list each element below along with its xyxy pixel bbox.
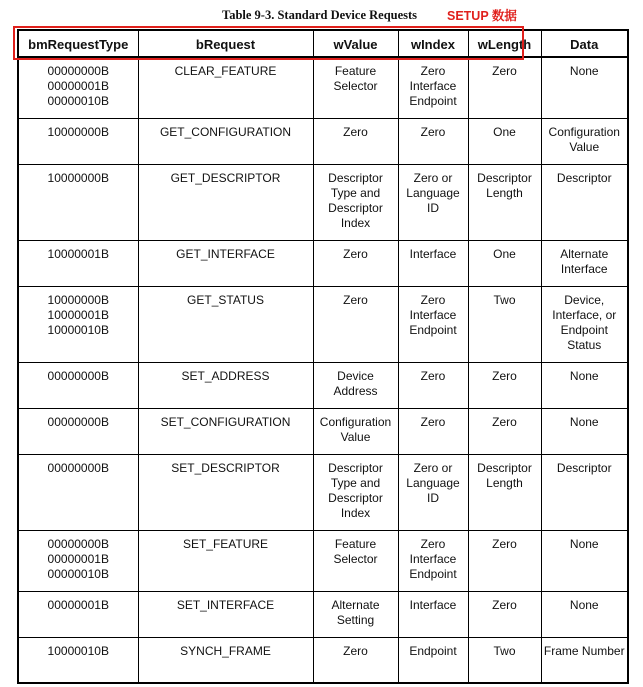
cell-line: 00000001B — [47, 551, 109, 566]
cell-line: Zero — [492, 597, 517, 612]
cell-data — [541, 286, 628, 362]
column-header-wlength: wLength — [468, 30, 541, 57]
cell-line: Device — [337, 368, 374, 383]
cell-line: None — [569, 368, 599, 383]
cell-line: None — [569, 597, 599, 612]
cell-wvalue — [313, 240, 398, 286]
cell-line: Type and — [330, 185, 381, 200]
cell-line: Zero — [420, 292, 446, 307]
cell-bmrequesttype — [18, 118, 138, 164]
cell-line: None — [569, 414, 599, 429]
cell-windex — [398, 530, 468, 591]
cell-line: Selector — [333, 551, 378, 566]
cell-wvalue — [313, 591, 398, 637]
cell-line: Interface — [409, 551, 457, 566]
table-row — [18, 362, 628, 408]
cell-line: Descriptor — [556, 460, 612, 475]
cell-line: GET_STATUS — [187, 292, 264, 307]
cell-data — [541, 637, 628, 683]
cell-line: Descriptor — [477, 460, 532, 475]
cell-bmrequesttype — [18, 240, 138, 286]
cell-line: Length — [486, 185, 523, 200]
cell-line: Zero — [492, 368, 517, 383]
cell-data — [541, 118, 628, 164]
cell-line: Descriptor — [328, 490, 383, 505]
cell-line: Endpoint — [409, 94, 457, 108]
cell-line: Zero — [343, 292, 368, 307]
cell-bmrequesttype — [18, 164, 138, 240]
cell-line: Zero — [343, 124, 368, 139]
cell-windex — [398, 454, 468, 530]
cell-windex — [398, 408, 468, 454]
cell-line: Interface, or — [552, 307, 617, 322]
column-header-windex: wIndex — [398, 30, 468, 57]
cell-wlength — [468, 286, 541, 362]
cell-line: GET_INTERFACE — [176, 246, 275, 261]
column-header-brequest: bRequest — [138, 30, 313, 57]
cell-bmrequesttype — [18, 408, 138, 454]
cell-brequest — [138, 164, 313, 240]
cell-brequest — [138, 408, 313, 454]
cell-line: SET_DESCRIPTOR — [171, 460, 280, 475]
cell-line: One — [493, 246, 516, 261]
cell-line: Zero — [492, 414, 517, 429]
cell-data — [541, 591, 628, 637]
cell-line: 00000000B — [47, 368, 109, 383]
cell-line: Endpoint — [409, 322, 457, 337]
cell-wlength — [468, 118, 541, 164]
cell-wlength — [468, 57, 541, 118]
cell-wlength — [468, 591, 541, 637]
cell-line: Index — [340, 505, 371, 520]
cell-windex — [398, 240, 468, 286]
cell-data — [541, 454, 628, 530]
table-row — [18, 454, 628, 530]
cell-line: Descriptor — [328, 460, 383, 475]
cell-line: Zero — [492, 64, 517, 78]
cell-line: Configuration — [319, 414, 392, 429]
cell-line: Setting — [336, 612, 375, 627]
cell-brequest — [138, 118, 313, 164]
cell-line: Zero — [343, 643, 368, 658]
cell-line: Zero or — [413, 460, 453, 475]
cell-line: Interface — [409, 79, 457, 93]
cell-windex — [398, 57, 468, 118]
table-row — [18, 118, 628, 164]
cell-line: SET_INTERFACE — [176, 597, 275, 612]
cell-line: Alternate — [560, 246, 609, 261]
cell-data — [541, 408, 628, 454]
cell-wvalue — [313, 57, 398, 118]
table-row — [18, 408, 628, 454]
cell-wlength — [468, 240, 541, 286]
cell-line: Address — [333, 383, 378, 398]
cell-line: Descriptor — [556, 170, 612, 185]
cell-line: Interface — [560, 261, 608, 276]
cell-line: Alternate — [331, 597, 380, 612]
column-header-wvalue: wValue — [313, 30, 398, 57]
table-row — [18, 286, 628, 362]
cell-line: Zero or — [413, 170, 453, 185]
cell-line: Endpoint — [409, 566, 457, 581]
cell-windex — [398, 591, 468, 637]
cell-line: Descriptor — [477, 170, 532, 185]
cell-wvalue — [313, 286, 398, 362]
cell-line: Zero — [420, 536, 446, 551]
table-header-row — [18, 30, 628, 57]
cell-bmrequesttype — [18, 591, 138, 637]
setup-data-annotation: SETUP 数据 — [447, 9, 517, 23]
cell-line: Interface — [409, 307, 457, 322]
cell-wvalue — [313, 164, 398, 240]
cell-data — [541, 240, 628, 286]
cell-wvalue — [313, 637, 398, 683]
cell-line: 10000000B — [47, 170, 109, 185]
cell-brequest — [138, 591, 313, 637]
cell-wvalue — [313, 362, 398, 408]
cell-line: 10000001B — [47, 246, 109, 261]
cell-line: Interface — [409, 597, 457, 612]
column-header-bmrequesttype: bmRequestType — [18, 30, 138, 57]
cell-wlength — [468, 530, 541, 591]
cell-data — [541, 362, 628, 408]
cell-line: Descriptor — [328, 200, 383, 215]
cell-line: SET_FEATURE — [182, 536, 269, 551]
cell-line: Value — [340, 429, 371, 444]
standard-device-requests-table — [17, 29, 629, 684]
cell-line: Zero — [420, 414, 446, 429]
cell-line: 00000000B — [47, 536, 109, 551]
cell-line: Device, — [564, 292, 605, 307]
cell-line: None — [569, 536, 599, 551]
table-row — [18, 57, 628, 118]
cell-line: 00000001B — [47, 597, 109, 612]
cell-brequest — [138, 454, 313, 530]
cell-line: Status — [567, 337, 602, 352]
cell-brequest — [138, 362, 313, 408]
table-row — [18, 637, 628, 683]
cell-bmrequesttype — [18, 637, 138, 683]
cell-line: 00000001B — [47, 79, 109, 93]
cell-line: Feature — [334, 64, 377, 78]
cell-line: Interface — [409, 246, 457, 261]
cell-line: ID — [427, 200, 439, 215]
cell-wlength — [468, 164, 541, 240]
cell-wlength — [468, 362, 541, 408]
cell-line: Zero — [343, 246, 368, 261]
cell-windex — [398, 118, 468, 164]
cell-brequest — [138, 240, 313, 286]
cell-line: Two — [493, 643, 516, 658]
cell-line: Endpoint — [409, 643, 457, 658]
cell-bmrequesttype — [18, 286, 138, 362]
column-header-data: Data — [541, 30, 628, 57]
cell-brequest — [138, 286, 313, 362]
table-row — [18, 530, 628, 591]
cell-line: None — [569, 64, 599, 78]
cell-line: Language — [406, 475, 460, 490]
cell-wlength — [468, 454, 541, 530]
cell-brequest — [138, 637, 313, 683]
cell-wvalue — [313, 408, 398, 454]
cell-line: Value — [569, 139, 600, 154]
cell-line: Configuration — [548, 124, 620, 139]
cell-line: GET_DESCRIPTOR — [170, 170, 281, 185]
cell-brequest — [138, 530, 313, 591]
cell-line: ID — [427, 490, 439, 505]
cell-line: Language — [406, 185, 460, 200]
cell-line: Type and — [330, 475, 381, 490]
cell-data — [541, 164, 628, 240]
cell-wvalue — [313, 118, 398, 164]
cell-wvalue — [313, 454, 398, 530]
cell-line: Zero — [420, 124, 446, 139]
cell-wlength — [468, 637, 541, 683]
cell-brequest — [138, 57, 313, 118]
cell-line: 00000000B — [47, 414, 109, 429]
cell-line: 10000010B — [47, 322, 109, 337]
cell-line: 00000000B — [47, 460, 109, 475]
cell-bmrequesttype — [18, 57, 138, 118]
table-row — [18, 591, 628, 637]
cell-line: Zero — [492, 536, 517, 551]
cell-line: SYNCH_FRAME — [180, 643, 271, 658]
cell-line: 00000010B — [47, 94, 109, 108]
cell-line: Length — [486, 475, 523, 490]
cell-line: Zero — [420, 64, 446, 78]
cell-line: Frame Number — [543, 643, 625, 658]
cell-line: Descriptor — [328, 170, 383, 185]
cell-line: Zero — [420, 368, 446, 383]
cell-line: 10000000B — [47, 124, 109, 139]
table-body — [18, 57, 628, 683]
table-row — [18, 240, 628, 286]
cell-line: 00000010B — [47, 566, 109, 581]
cell-line: One — [493, 124, 516, 139]
cell-line: GET_CONFIGURATION — [159, 124, 292, 139]
table-row — [18, 164, 628, 240]
cell-line: 00000000B — [47, 64, 109, 78]
cell-line: 10000000B — [47, 292, 109, 307]
cell-line: SET_CONFIGURATION — [160, 414, 291, 429]
cell-windex — [398, 637, 468, 683]
cell-bmrequesttype — [18, 362, 138, 408]
cell-wvalue — [313, 530, 398, 591]
cell-line: 10000001B — [47, 307, 109, 322]
cell-line: Endpoint — [560, 322, 608, 337]
cell-line: Selector — [333, 79, 378, 93]
cell-windex — [398, 286, 468, 362]
cell-line: Feature — [334, 536, 377, 551]
cell-line: SET_ADDRESS — [181, 368, 270, 383]
cell-data — [541, 530, 628, 591]
cell-line: Index — [340, 215, 371, 230]
cell-data — [541, 57, 628, 118]
table-title: Table 9-3. Standard Device Requests — [222, 8, 418, 22]
cell-line: CLEAR_FEATURE — [174, 64, 277, 78]
cell-bmrequesttype — [18, 454, 138, 530]
cell-bmrequesttype — [18, 530, 138, 591]
cell-windex — [398, 362, 468, 408]
cell-windex — [398, 164, 468, 240]
cell-line: 10000010B — [47, 643, 109, 658]
cell-line: Two — [493, 292, 516, 307]
cell-wlength — [468, 408, 541, 454]
